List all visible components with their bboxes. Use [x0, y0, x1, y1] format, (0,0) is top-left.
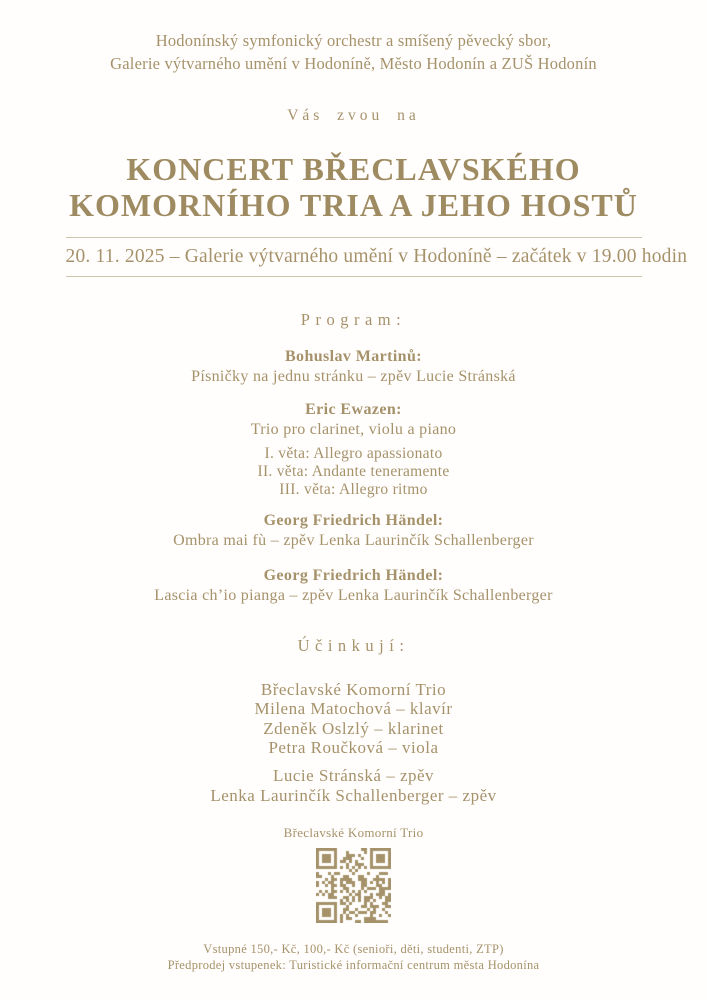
event-info: 20. 11. 2025 – Galerie výtvarného umění v Hodoníně – začátek v 19.00 hodin	[66, 237, 642, 277]
program-item	[0, 566, 707, 606]
movement-line: II. věta: Andante teneramente	[257, 462, 450, 480]
poster-title-line-1: KONCERT BŘECLAVSKÉHO	[126, 150, 581, 187]
piece-title: Ombra mai fù – zpěv Lenka Laurinčík Schallenberger	[173, 532, 534, 550]
organizers-line-1: Hodonínský symfonický orchestr a smíšený pěvecký sbor,	[155, 31, 552, 50]
performer-group	[0, 680, 707, 757]
singer-group	[0, 766, 707, 806]
composer-name: Georg Friedrich Händel:	[263, 512, 444, 530]
program-item	[0, 400, 707, 498]
poster-title	[0, 151, 707, 225]
performer-line: Petra Roučková – viola	[268, 738, 439, 758]
performer-line: Milena Matochová – klavír	[254, 699, 453, 719]
invitation-text: Vás zvou na	[287, 106, 420, 124]
piece-title: Písničky na jednu stránku – zpěv Lucie Stránská	[191, 367, 516, 385]
footer-presale-info: Předprodej vstupenek: Turistické informační centrum města Hodonína	[167, 958, 540, 973]
program-item	[0, 511, 707, 551]
composer-name: Bohuslav Martinů:	[284, 347, 423, 365]
poster-title-line-2: KOMORNÍHO TRIA A JEHO HOSTŮ	[69, 187, 638, 224]
performer-line: Břeclavské Komorní Trio	[260, 680, 447, 700]
singer-line: Lucie Stránská – zpěv	[272, 766, 435, 786]
qr-caption: Břeclavské Komorní Trio	[283, 824, 424, 840]
movement-line: III. věta: Allegro ritmo	[279, 480, 428, 498]
qr-code-container	[0, 848, 707, 928]
performers-heading: Účinkují:	[297, 636, 410, 656]
movement-list	[0, 445, 707, 498]
singer-line: Lenka Laurinčík Schallenberger – zpěv	[210, 786, 497, 806]
program-item	[0, 347, 707, 387]
composer-name: Eric Ewazen:	[305, 400, 402, 418]
piece-title: Trio pro clarinet, violu a piano	[250, 420, 457, 438]
program-heading: Program:	[300, 310, 407, 330]
organizers-line-2: Galerie výtvarného umění v Hodoníně, Město Hodonín a ZUŠ Hodonín	[110, 53, 597, 73]
organizers	[0, 30, 707, 76]
footer	[0, 941, 707, 974]
performer-line: Zdeněk Oslzlý – klarinet	[263, 718, 444, 738]
movement-line: I. věta: Allegro apassionato	[264, 444, 443, 462]
piece-title: Lascia ch’io pianga – zpěv Lenka Laurinčík Schallenberger	[154, 587, 553, 605]
composer-name: Georg Friedrich Händel:	[263, 567, 444, 585]
qr-code	[316, 848, 391, 923]
footer-ticket-info: Vstupné 150,- Kč, 100,- Kč (senioři, děti, studenti, ZTP)	[203, 942, 504, 957]
